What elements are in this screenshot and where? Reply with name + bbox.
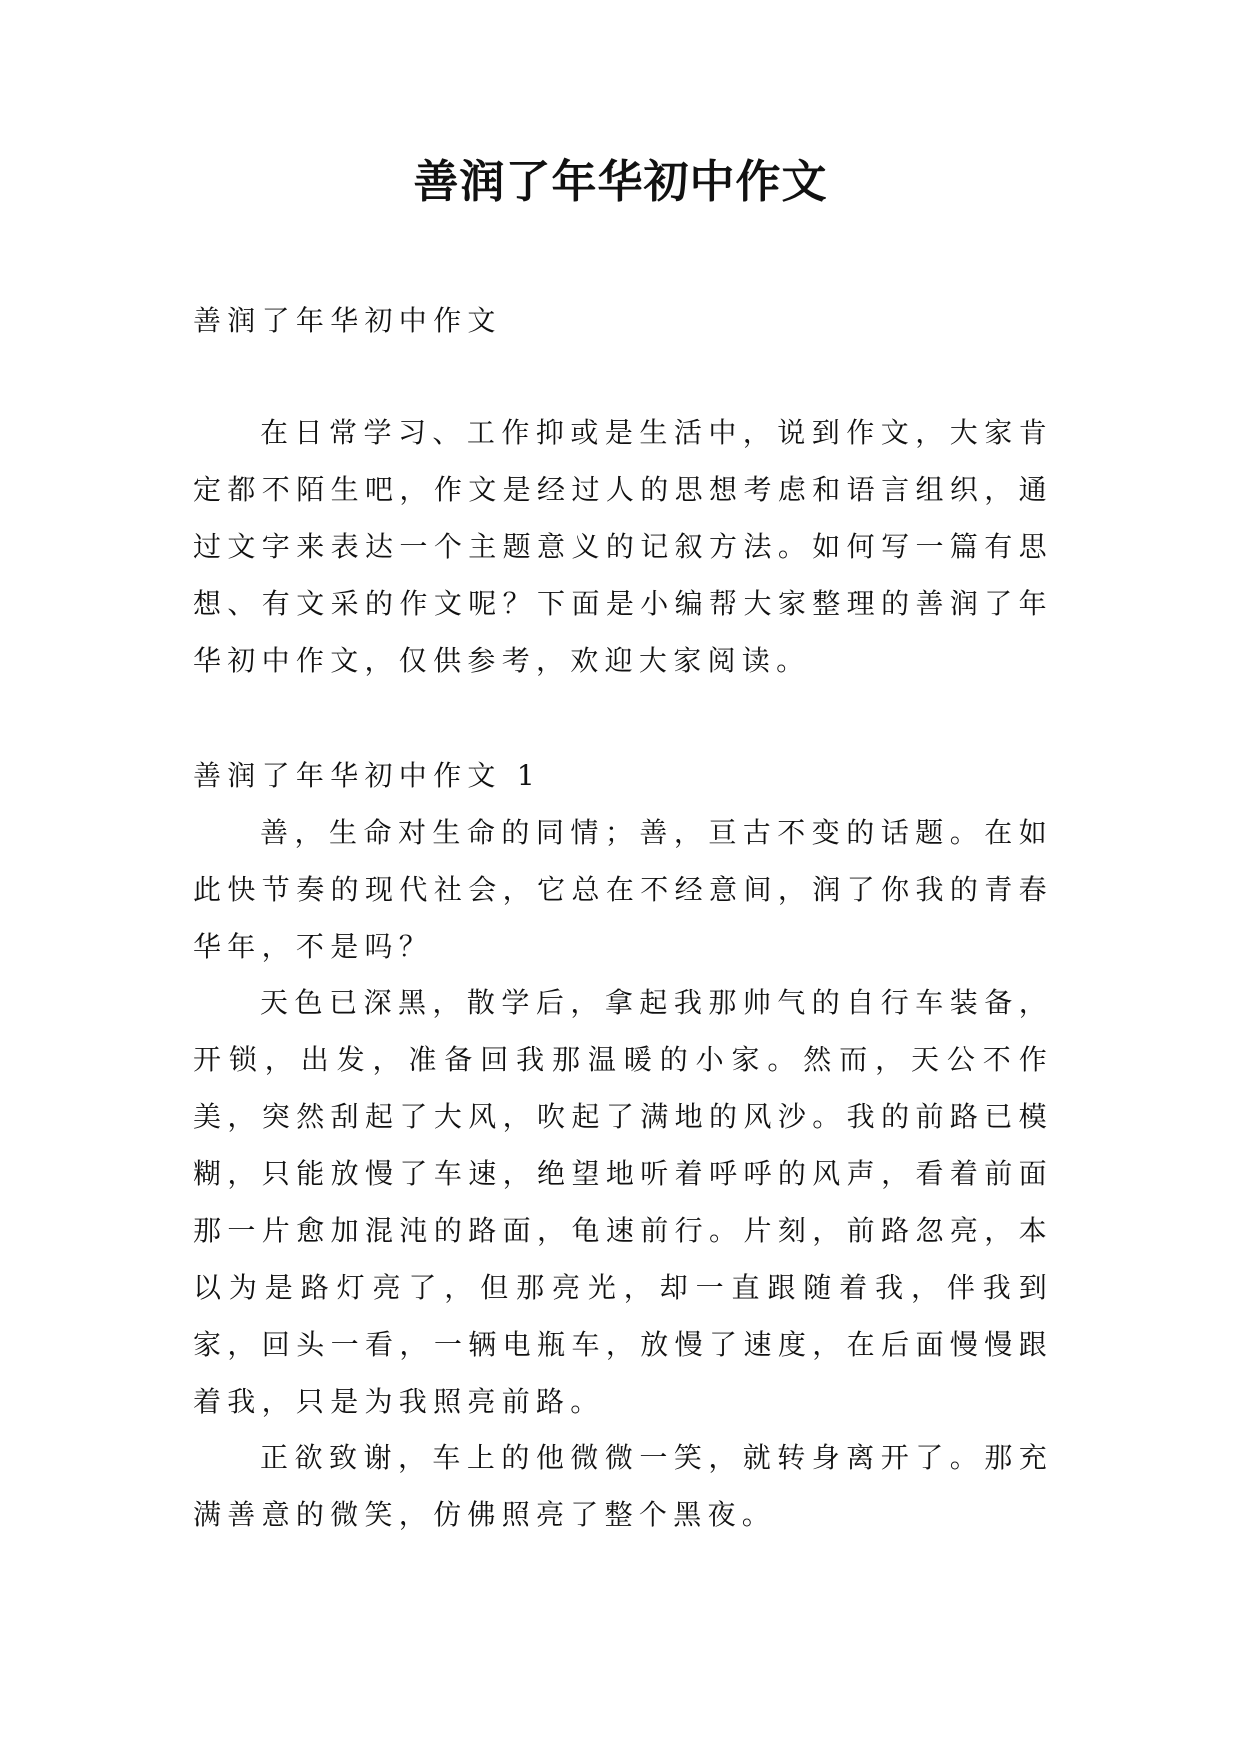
body-paragraph: 天色已深黑，散学后，拿起我那帅气的自行车装备，开锁，出发，准备回我那温暖的小家。然而，天公不作美，突然刮起了大风，吹起了满地的风沙。我的前路已模糊，只能放慢了车速，绝望地听着呼呼的风声，看着前面那一片愈加混沌的路面，龟速前行。片刻，前路忽亮，本以为是路灯亮了，但那亮光，却一直跟随着我，伴我到家，回头一看，一辆电瓶车，放慢了速度，在后面慢慢跟着我，只是为我照亮前路。 [193,986,1053,1418]
document-subtitle: 善润了年华初中作文 [193,304,502,337]
document-title: 善润了年华初中作文 [413,155,828,208]
body-paragraph: 正欲致谢，车上的他微微一笑，就转身离开了。那充满善意的微笑，仿佛照亮了整个黑夜。 [193,1441,1053,1531]
intro-paragraph: 在日常学习、工作抑或是生活中，说到作文，大家肯定都不陌生吧，作文是经过人的思想考虑和语言组织，通过文字来表达一个主题意义的记叙方法。如何写一篇有思想、有文采的作文呢？下面是小编帮大家整理的善润了年华初中作文，仅供参考，欢迎大家阅读。 [193,416,1053,677]
section-heading: 善润了年华初中作文 1 [193,759,542,792]
body-paragraph: 善，生命对生命的同情；善，亘古不变的话题。在如此快节奏的现代社会，它总在不经意间，润了你我的青春华年，不是吗？ [193,816,1053,963]
